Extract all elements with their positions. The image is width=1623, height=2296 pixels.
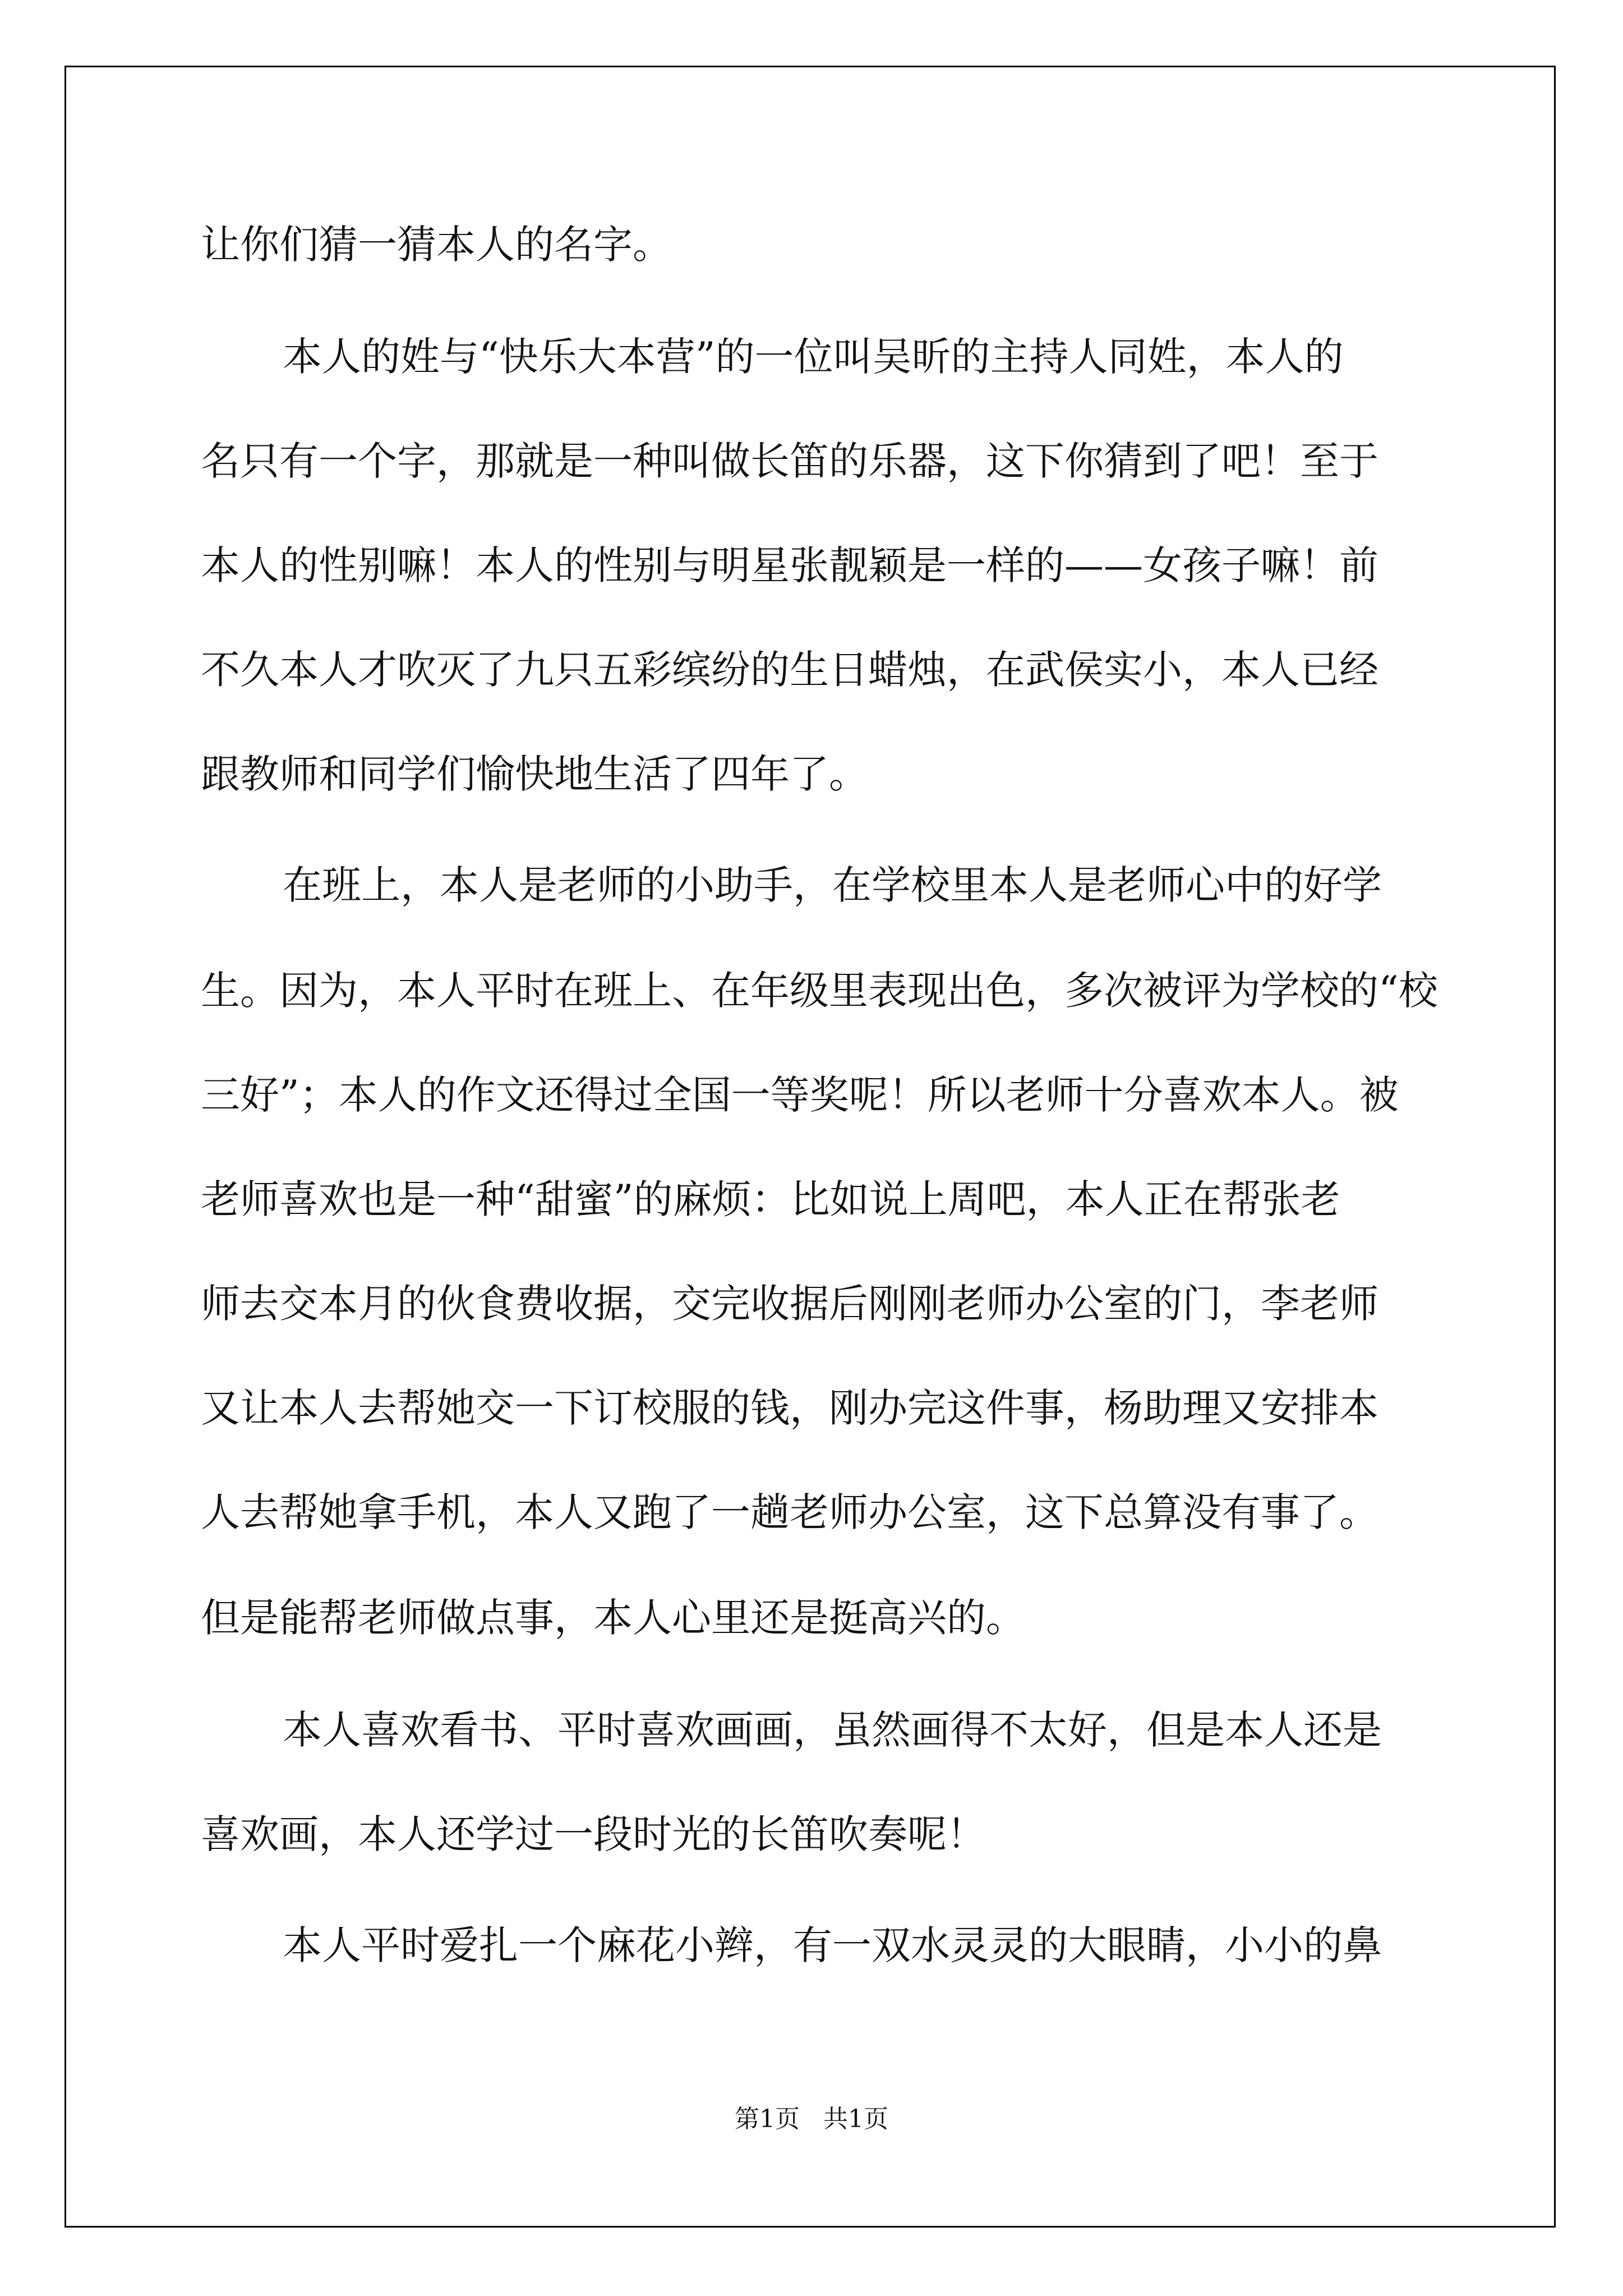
footer-spacer — [800, 2105, 823, 2133]
text-line: 人去帮她拿手机，本人又跑了一趟老师办公室，这下总算没有事了。 — [201, 1489, 1378, 1535]
text-line: 喜欢画，本人还学过一段时光的长笛吹奏呢！ — [201, 1811, 986, 1857]
text-line: 老师喜欢也是一种“甜蜜”的麻烦：比如说上周吧，本人正在帮张老 — [201, 1176, 1340, 1222]
text-line: 师去交本月的伙食费收据，交完收据后刚刚老师办公室的门，李老师 — [201, 1281, 1378, 1327]
text-line: 本人的姓与“快乐大本营”的一位叫吴昕的主持人同姓，本人的 — [283, 334, 1344, 380]
text-line: 本人喜欢看书、平时喜欢画画，虽然画得不太好，但是本人还是 — [283, 1707, 1382, 1753]
page-border — [64, 66, 1556, 2228]
text-line: 让你们猜一猜本人的名字。 — [201, 222, 672, 268]
page-footer — [0, 2102, 1623, 2136]
page-number-total: 共1页 — [823, 2105, 888, 2133]
text-line: 本人平时爱扎一个麻花小辫，有一双水灵灵的大眼睛，小小的鼻 — [283, 1922, 1382, 1968]
text-line: 但是能帮老师做点事，本人心里还是挺高兴的。 — [201, 1595, 1025, 1641]
text-line: 不久本人才吹灭了九只五彩缤纷的生日蜡烛，在武侯实小，本人已经 — [201, 647, 1378, 693]
text-line: 名只有一个字，那就是一种叫做长笛的乐器，这下你猜到了吧！至于 — [201, 438, 1378, 484]
text-line: 又让本人去帮她交一下订校服的钱，刚办完这件事，杨助理又安排本 — [201, 1385, 1378, 1431]
text-line: 三好”；本人的作文还得过全国一等奖呢！所以老师十分喜欢本人。被 — [201, 1072, 1399, 1118]
text-line: 在班上，本人是老师的小助手，在学校里本人是老师心中的好学 — [283, 862, 1382, 908]
text-line: 生。因为，本人平时在班上、在年级里表现出色，多次被评为学校的“校 — [201, 968, 1438, 1014]
text-line: 本人的性别嘛！本人的性别与明星张靓颖是一样的——女孩子嘛！前 — [201, 542, 1378, 588]
text-line: 跟教师和同学们愉快地生活了四年了。 — [201, 751, 868, 797]
page-number-current: 第1页 — [735, 2105, 800, 2133]
